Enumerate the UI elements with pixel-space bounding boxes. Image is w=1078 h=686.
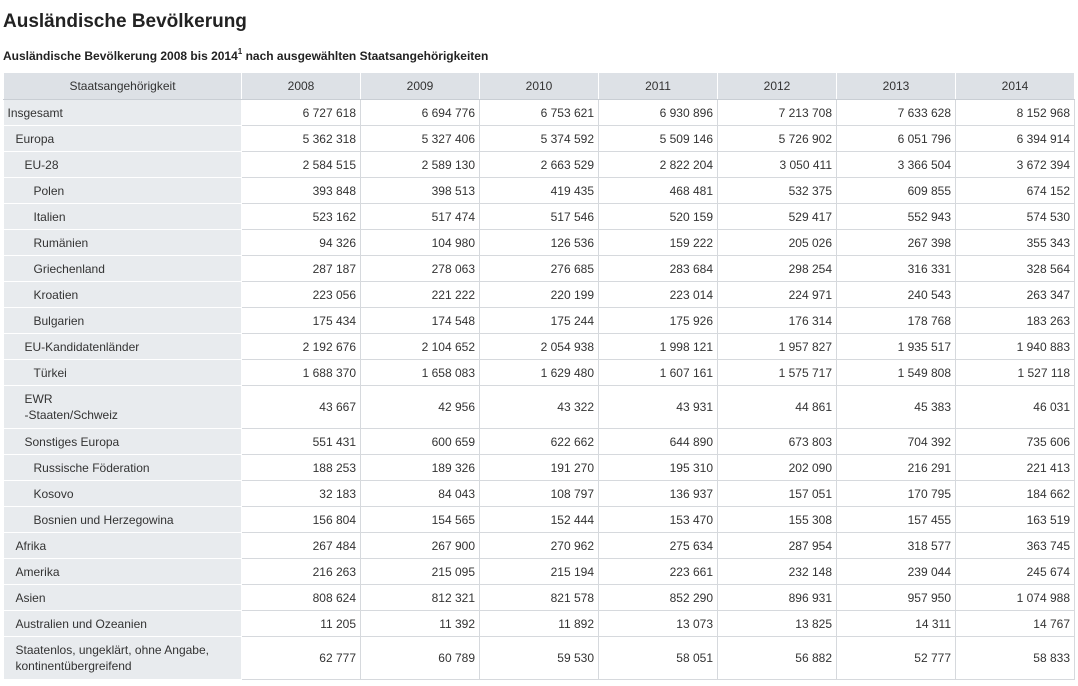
- table-cell: 5 509 146: [599, 126, 718, 152]
- table-cell: 267 484: [242, 533, 361, 559]
- table-cell: 157 455: [837, 507, 956, 533]
- page-title: Ausländische Bevölkerung: [3, 11, 247, 32]
- table-cell: 52 777: [837, 637, 956, 680]
- table-cell: 520 159: [599, 204, 718, 230]
- table-cell: 1 998 121: [599, 334, 718, 360]
- table-cell: 328 564: [956, 256, 1075, 282]
- table-cell: 224 971: [718, 282, 837, 308]
- table-cell: 1 935 517: [837, 334, 956, 360]
- table-cell: 267 398: [837, 230, 956, 256]
- table-cell: 62 777: [242, 637, 361, 680]
- table-cell: 58 833: [956, 637, 1075, 680]
- table-cell: 94 326: [242, 230, 361, 256]
- table-row: [4, 204, 1075, 230]
- table-row: [4, 481, 1075, 507]
- table-cell: 11 892: [480, 611, 599, 637]
- table-cell: 11 205: [242, 611, 361, 637]
- table-cell: 7 213 708: [718, 100, 837, 126]
- table-cell: 1 940 883: [956, 334, 1075, 360]
- table-cell: 609 855: [837, 178, 956, 204]
- table-cell: 1 575 717: [718, 360, 837, 386]
- table-cell: 3 672 394: [956, 152, 1075, 178]
- table-cell: 220 199: [480, 282, 599, 308]
- row-label: EU-Kandidatenländer: [4, 334, 242, 360]
- row-label: Afrika: [4, 533, 242, 559]
- table-cell: 153 470: [599, 507, 718, 533]
- table-cell: 393 848: [242, 178, 361, 204]
- table-cell: 6 727 618: [242, 100, 361, 126]
- table-cell: 5 327 406: [361, 126, 480, 152]
- table-row: [4, 507, 1075, 533]
- table-cell: 13 825: [718, 611, 837, 637]
- table-cell: 622 662: [480, 429, 599, 455]
- row-label: Russische Föderation: [4, 455, 242, 481]
- table-row: [4, 585, 1075, 611]
- column-header-2010: 2010: [480, 73, 599, 100]
- table-cell: 2 822 204: [599, 152, 718, 178]
- table-row: [4, 360, 1075, 386]
- table-cell: 84 043: [361, 481, 480, 507]
- table-cell: 287 187: [242, 256, 361, 282]
- table-cell: 152 444: [480, 507, 599, 533]
- table-cell: 600 659: [361, 429, 480, 455]
- table-caption: [3, 49, 488, 63]
- table-cell: 517 546: [480, 204, 599, 230]
- table-cell: 205 026: [718, 230, 837, 256]
- table-cell: 468 481: [599, 178, 718, 204]
- table-cell: 1 549 808: [837, 360, 956, 386]
- table-cell: 46 031: [956, 386, 1075, 429]
- table-cell: 316 331: [837, 256, 956, 282]
- table-cell: 13 073: [599, 611, 718, 637]
- table-cell: 674 152: [956, 178, 1075, 204]
- table-cell: 6 930 896: [599, 100, 718, 126]
- table-cell: 232 148: [718, 559, 837, 585]
- table-cell: 221 413: [956, 455, 1075, 481]
- table-cell: 175 434: [242, 308, 361, 334]
- table-cell: 276 685: [480, 256, 599, 282]
- column-header-2012: 2012: [718, 73, 837, 100]
- row-label: Kroatien: [4, 282, 242, 308]
- table-cell: 318 577: [837, 533, 956, 559]
- table-cell: 223 661: [599, 559, 718, 585]
- table-cell: 5 374 592: [480, 126, 599, 152]
- table-cell: 175 926: [599, 308, 718, 334]
- table-row: [4, 559, 1075, 585]
- table-cell: 154 565: [361, 507, 480, 533]
- table-cell: 183 263: [956, 308, 1075, 334]
- row-label: Asien: [4, 585, 242, 611]
- table-cell: 126 536: [480, 230, 599, 256]
- table-cell: 189 326: [361, 455, 480, 481]
- table-cell: 221 222: [361, 282, 480, 308]
- table-cell: 136 937: [599, 481, 718, 507]
- table-row: [4, 230, 1075, 256]
- table-row: [4, 282, 1075, 308]
- table-cell: 957 950: [837, 585, 956, 611]
- population-table: [3, 72, 1075, 680]
- table-cell: 156 804: [242, 507, 361, 533]
- table-cell: 191 270: [480, 455, 599, 481]
- row-label: Türkei: [4, 360, 242, 386]
- table-row: [4, 533, 1075, 559]
- table-row: [4, 637, 1075, 680]
- table-cell: 170 795: [837, 481, 956, 507]
- row-label: Bosnien und Herzegowina: [4, 507, 242, 533]
- table-cell: 14 767: [956, 611, 1075, 637]
- row-label: Australien und Ozeanien: [4, 611, 242, 637]
- table-cell: 552 943: [837, 204, 956, 230]
- table-cell: 45 383: [837, 386, 956, 429]
- table-cell: 195 310: [599, 455, 718, 481]
- table-cell: 2 663 529: [480, 152, 599, 178]
- table-cell: 174 548: [361, 308, 480, 334]
- table-cell: 240 543: [837, 282, 956, 308]
- row-label: EWR -Staaten/Schweiz: [4, 386, 242, 429]
- column-header-staatsangehoerigkeit: Staatsangehörigkeit: [4, 73, 242, 100]
- row-label: Sonstiges Europa: [4, 429, 242, 455]
- table-cell: 355 343: [956, 230, 1075, 256]
- row-label: Polen: [4, 178, 242, 204]
- table-cell: 2 584 515: [242, 152, 361, 178]
- table-cell: 104 980: [361, 230, 480, 256]
- table-cell: 704 392: [837, 429, 956, 455]
- table-cell: 223 014: [599, 282, 718, 308]
- column-header-2009: 2009: [361, 73, 480, 100]
- table-cell: 184 662: [956, 481, 1075, 507]
- table-cell: 363 745: [956, 533, 1075, 559]
- table-cell: 267 900: [361, 533, 480, 559]
- column-header-2008: 2008: [242, 73, 361, 100]
- table-cell: 2 054 938: [480, 334, 599, 360]
- table-cell: 44 861: [718, 386, 837, 429]
- table-cell: 43 667: [242, 386, 361, 429]
- table-cell: 263 347: [956, 282, 1075, 308]
- row-label: Rumänien: [4, 230, 242, 256]
- row-label: Italien: [4, 204, 242, 230]
- table-cell: 1 957 827: [718, 334, 837, 360]
- table-cell: 551 431: [242, 429, 361, 455]
- table-cell: 60 789: [361, 637, 480, 680]
- table-cell: 287 954: [718, 533, 837, 559]
- table-cell: 1 527 118: [956, 360, 1075, 386]
- table-cell: 43 931: [599, 386, 718, 429]
- table-cell: 215 095: [361, 559, 480, 585]
- table-cell: 239 044: [837, 559, 956, 585]
- table-cell: 163 519: [956, 507, 1075, 533]
- table-cell: 6 051 796: [837, 126, 956, 152]
- table-cell: 1 658 083: [361, 360, 480, 386]
- table-cell: 283 684: [599, 256, 718, 282]
- table-cell: 2 589 130: [361, 152, 480, 178]
- table-cell: 644 890: [599, 429, 718, 455]
- table-cell: 6 753 621: [480, 100, 599, 126]
- table-cell: 852 290: [599, 585, 718, 611]
- caption-text: Ausländische Bevölkerung 2008 bis 2014: [3, 49, 238, 63]
- table-cell: 176 314: [718, 308, 837, 334]
- row-label: Europa: [4, 126, 242, 152]
- table-cell: 1 688 370: [242, 360, 361, 386]
- table-cell: 43 322: [480, 386, 599, 429]
- table-cell: 108 797: [480, 481, 599, 507]
- table-cell: 1 629 480: [480, 360, 599, 386]
- table-row: [4, 256, 1075, 282]
- table-cell: 275 634: [599, 533, 718, 559]
- table-cell: 175 244: [480, 308, 599, 334]
- header-row: [4, 73, 1075, 100]
- table-cell: 398 513: [361, 178, 480, 204]
- table-row: [4, 334, 1075, 360]
- row-label: EU-28: [4, 152, 242, 178]
- table-cell: 245 674: [956, 559, 1075, 585]
- row-label: Kosovo: [4, 481, 242, 507]
- table-cell: 215 194: [480, 559, 599, 585]
- column-header-2011: 2011: [599, 73, 718, 100]
- table-row: [4, 386, 1075, 429]
- table-cell: 32 183: [242, 481, 361, 507]
- table-cell: 11 392: [361, 611, 480, 637]
- table-cell: 278 063: [361, 256, 480, 282]
- table-cell: 298 254: [718, 256, 837, 282]
- table-cell: 188 253: [242, 455, 361, 481]
- table-cell: 155 308: [718, 507, 837, 533]
- table-row: [4, 178, 1075, 204]
- table-cell: 419 435: [480, 178, 599, 204]
- table-body: [4, 100, 1075, 680]
- table-row: [4, 308, 1075, 334]
- table-cell: 6 694 776: [361, 100, 480, 126]
- row-label: Amerika: [4, 559, 242, 585]
- table-cell: 59 530: [480, 637, 599, 680]
- table-row: [4, 100, 1075, 126]
- table-cell: 159 222: [599, 230, 718, 256]
- table-row: [4, 152, 1075, 178]
- table-cell: 202 090: [718, 455, 837, 481]
- table-cell: 3 366 504: [837, 152, 956, 178]
- table-row: [4, 611, 1075, 637]
- row-label: Griechenland: [4, 256, 242, 282]
- table-cell: 735 606: [956, 429, 1075, 455]
- table-cell: 14 311: [837, 611, 956, 637]
- table-cell: 6 394 914: [956, 126, 1075, 152]
- table-cell: 223 056: [242, 282, 361, 308]
- row-label: Bulgarien: [4, 308, 242, 334]
- table-cell: 523 162: [242, 204, 361, 230]
- table-cell: 8 152 968: [956, 100, 1075, 126]
- table-cell: 2 104 652: [361, 334, 480, 360]
- table-cell: 42 956: [361, 386, 480, 429]
- column-header-2013: 2013: [837, 73, 956, 100]
- table-cell: 3 050 411: [718, 152, 837, 178]
- table-cell: 157 051: [718, 481, 837, 507]
- table-cell: 216 263: [242, 559, 361, 585]
- table-cell: 812 321: [361, 585, 480, 611]
- table-cell: 1 074 988: [956, 585, 1075, 611]
- table-cell: 2 192 676: [242, 334, 361, 360]
- column-header-2014: 2014: [956, 73, 1075, 100]
- table-cell: 178 768: [837, 308, 956, 334]
- table-cell: 673 803: [718, 429, 837, 455]
- table-cell: 58 051: [599, 637, 718, 680]
- table-cell: 270 962: [480, 533, 599, 559]
- footnote-link[interactable]: 1: [237, 47, 243, 56]
- table-cell: 896 931: [718, 585, 837, 611]
- table-cell: 7 633 628: [837, 100, 956, 126]
- table-cell: 529 417: [718, 204, 837, 230]
- table-cell: 56 882: [718, 637, 837, 680]
- table-row: [4, 429, 1075, 455]
- table-cell: 1 607 161: [599, 360, 718, 386]
- table-cell: 808 624: [242, 585, 361, 611]
- row-label: Staatenlos, ungeklärt, ohne Angabe, kontinentübergreifend: [4, 637, 242, 680]
- table-row: [4, 126, 1075, 152]
- row-label: Insgesamt: [4, 100, 242, 126]
- table-cell: 216 291: [837, 455, 956, 481]
- table-cell: 517 474: [361, 204, 480, 230]
- table-cell: 5 362 318: [242, 126, 361, 152]
- table-cell: 532 375: [718, 178, 837, 204]
- table-cell: 5 726 902: [718, 126, 837, 152]
- table-cell: 821 578: [480, 585, 599, 611]
- table-row: [4, 455, 1075, 481]
- caption-suffix: nach ausgewählten Staatsangehörigkeiten: [242, 49, 489, 63]
- table-cell: 574 530: [956, 204, 1075, 230]
